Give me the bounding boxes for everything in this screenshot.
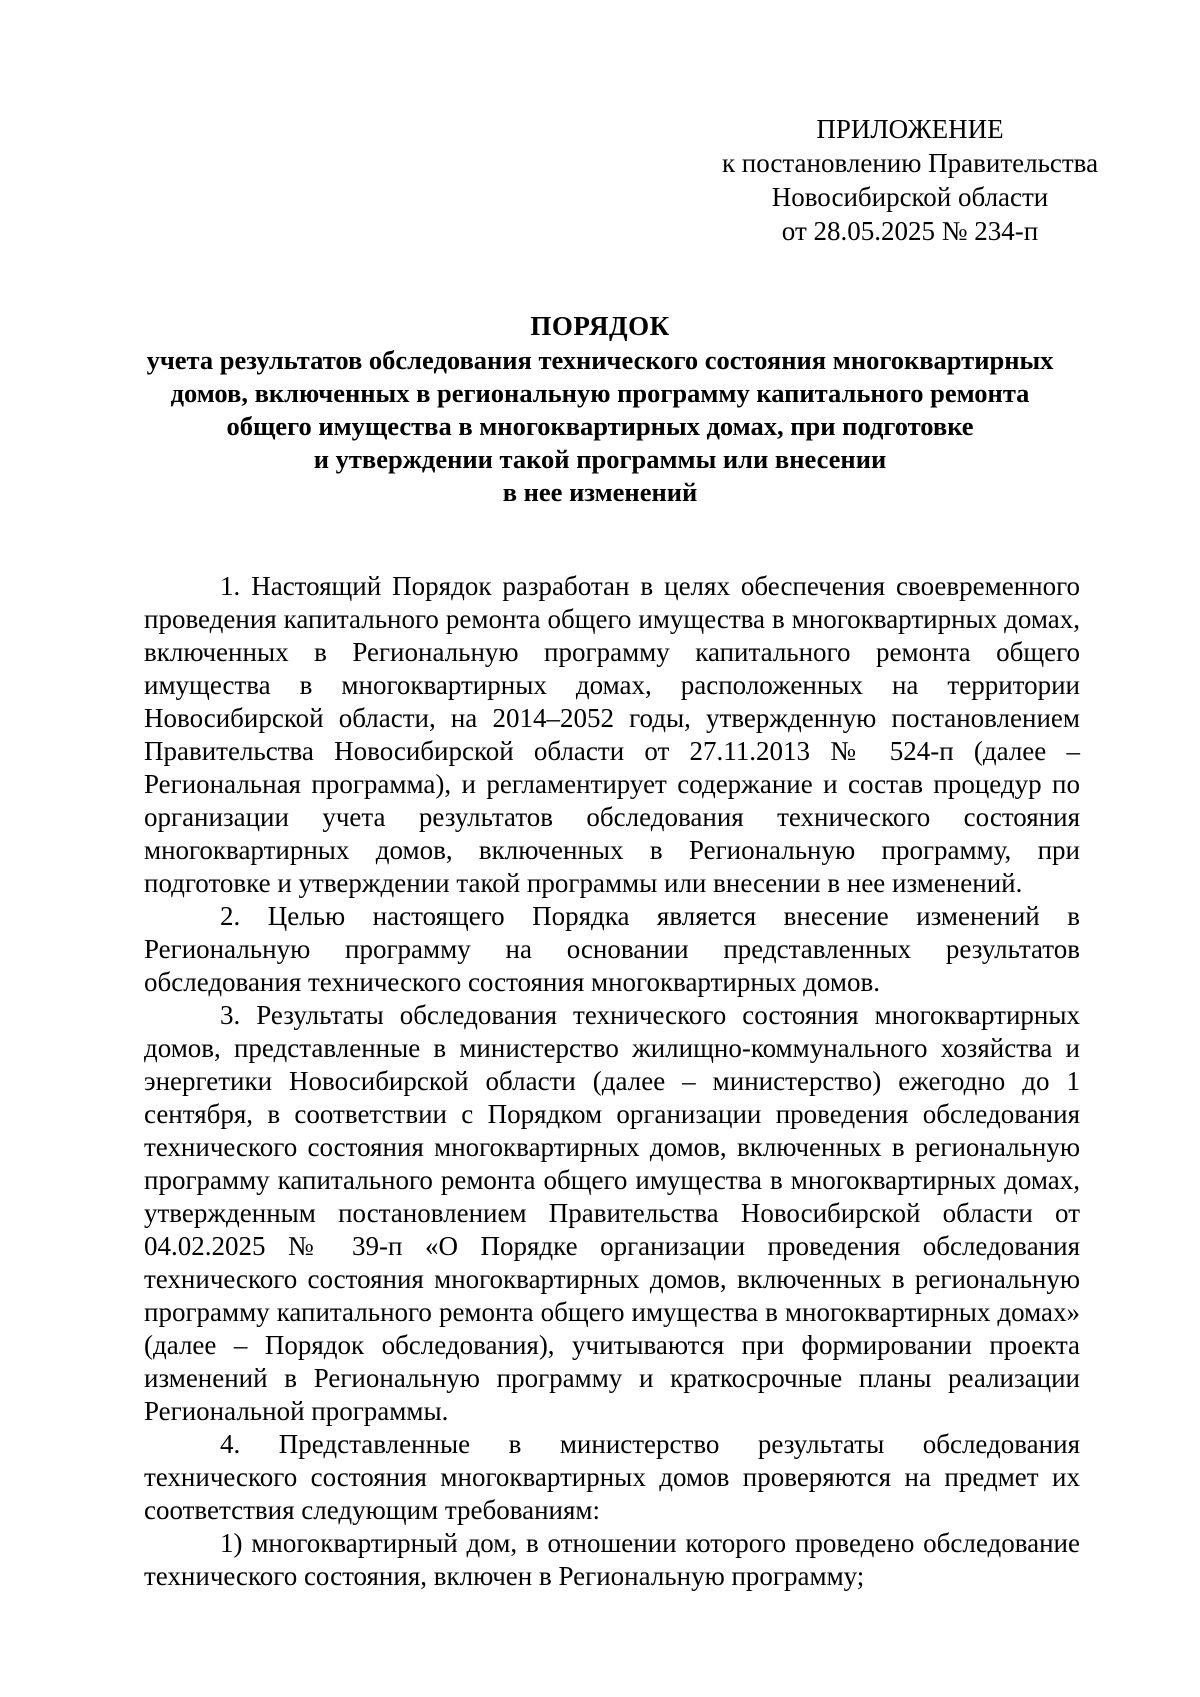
paragraph-4: 4. Представленные в министерство результаты обследования технического состояния многоквартирных домов проверяются на предмет их соответствия следующим требованиям:	[144, 1429, 1080, 1525]
title-line: учета результатов обследования технического состояния многоквартирных	[146, 345, 1054, 375]
document-title	[130, 310, 1070, 509]
appendix-reference: к постановлению Правительства	[721, 148, 1099, 178]
paragraph-3: 3. Результаты обследования технического состояния многоквартирных домов, представленные в министерство жилищно-коммунального хозяйства и энергетики Новосибирской области (далее – министерство) ежегодно до 1 сентября, в соответствии с Порядком организации проведения обследования технического состояния многоквартирных домов, включенных в региональную программу капитального ремонта общего имущества в многоквартирных домах, утвержденным постановлением Правительства Новосибирской области от 04.02.2025 № 39-п «О Порядке организации проведения обследования технического состояния многоквартирных домов, включенных в региональную программу капитального ремонта общего имущества в многоквартирных домах» (далее – Порядок обследования), учитываются при формировании проекта изменений в Региональную программу и краткосрочные планы реализации Региональной программы.	[144, 1000, 1080, 1426]
appendix-header	[700, 112, 1120, 248]
appendix-date-number: от 28.05.2025 № 234-п	[781, 216, 1039, 246]
paragraph-1: 1. Настоящий Порядок разработан в целях обеспечения своевременного проведения капитального ремонта общего имущества в многоквартирных домах, включенных в Региональную программу капитального ремонта общего имущества в многоквартирных домах, расположенных на территории Новосибирской области, на 2014–2052 годы, утвержденную постановлением Правительства Новосибирской области от 27.11.2013 № 524-п (далее – Региональная программа), и регламентирует содержание и состав процедур по организации учета результатов обследования технического состояния многоквартирных домов, включенных в Региональную программу, при подготовке и утверждении такой программы или внесении в нее изменений.	[144, 571, 1080, 898]
title-line: домов, включенных в региональную программу капитального ремонта	[170, 378, 1030, 408]
title-line: и утверждении такой программы или внесении	[313, 444, 887, 474]
document-body	[144, 570, 1080, 1593]
title-main: ПОРЯДОК	[530, 311, 670, 341]
title-line: в нее изменений	[502, 477, 698, 507]
appendix-label: ПРИЛОЖЕНИЕ	[816, 114, 1004, 144]
paragraph-4-item-1: 1) многоквартирный дом, в отношении которого проведено обследование технического состояния, включен в Региональную программу;	[144, 1528, 1080, 1591]
title-line: общего имущества в многоквартирных домах, при подготовке	[226, 411, 974, 441]
paragraph-2: 2. Целью настоящего Порядка является внесение изменений в Региональную программу на основании представленных результатов обследования технического состояния многоквартирных домов.	[144, 901, 1080, 997]
appendix-region: Новосибирской области	[771, 182, 1049, 212]
